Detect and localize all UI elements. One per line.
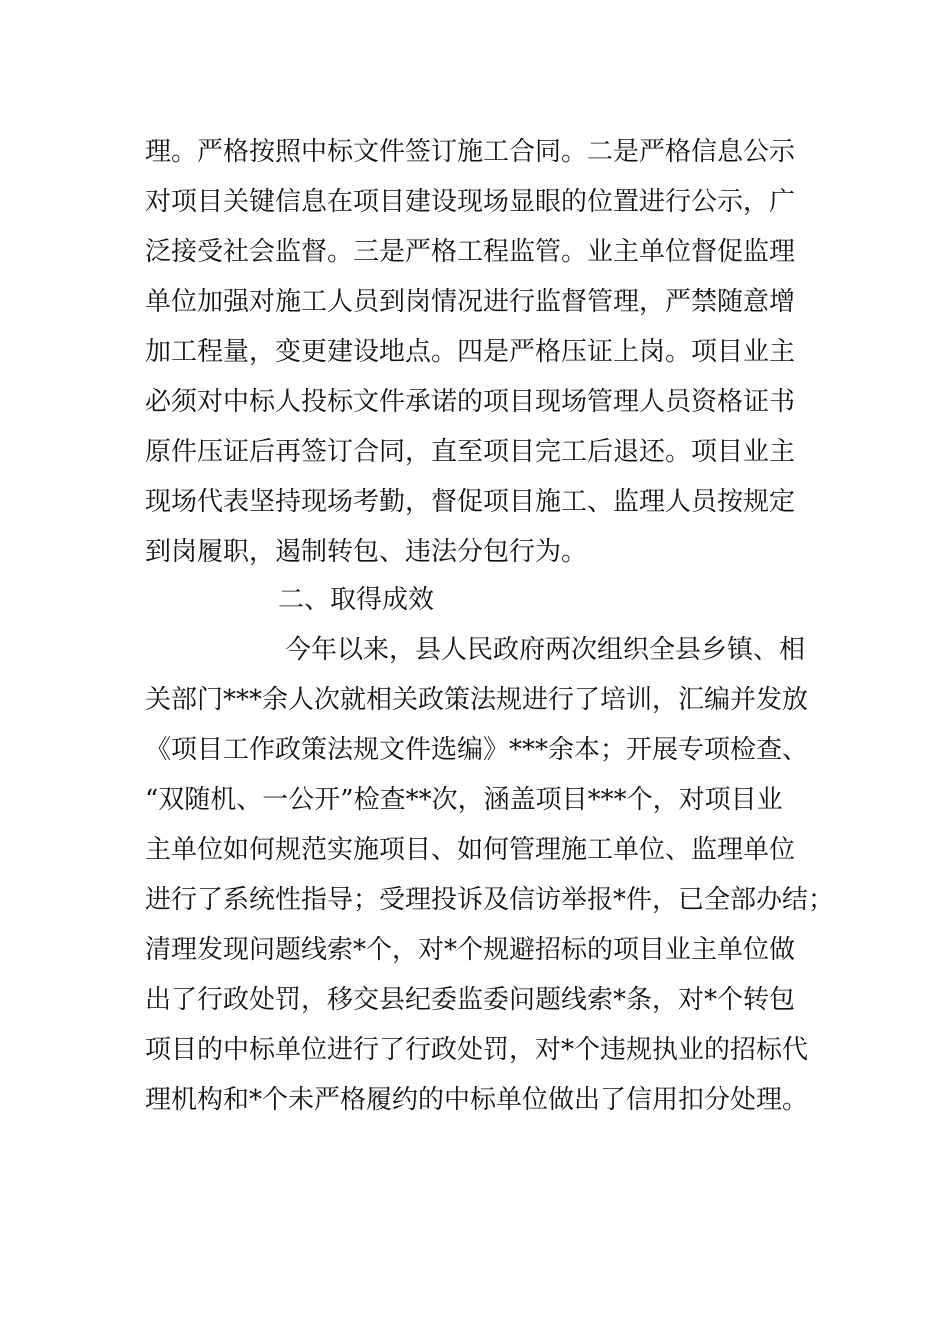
text-line: 泛接受社会监督。三是严格工程监管。业主单位督促监理 bbox=[145, 237, 796, 267]
text-line: 现场代表坚持现场考勤，督促项目施工、监理人员按规定 bbox=[145, 487, 796, 517]
text-line: 进行了系统性指导；受理投诉及信访举报*件，已全部办结； bbox=[145, 885, 835, 915]
text-line: 理。严格按照中标文件签订施工合同。二是严格信息公示 bbox=[145, 137, 796, 167]
text-line: 加工程量，变更建设地点。四是严格压证上岗。项目业主 bbox=[145, 337, 796, 367]
text-line: 必须对中标人投标文件承诺的项目现场管理人员资格证书 bbox=[145, 387, 796, 417]
text-line: 理机构和*个未严格履约的中标单位做出了信用扣分处理。 bbox=[145, 1085, 809, 1115]
text-line: 清理发现问题线索*个，对*个规避招标的项目业主单位做 bbox=[145, 935, 796, 965]
text-line: 到岗履职，遏制转包、违法分包行为。 bbox=[145, 537, 588, 567]
text-line: 原件压证后再签订合同，直至项目完工后退还。项目业主 bbox=[145, 437, 796, 467]
text-line: 今年以来，县人民政府两次组织全县乡镇、相 bbox=[285, 635, 806, 665]
section-heading: 二、取得成效 bbox=[278, 585, 435, 615]
text-line: 项目的中标单位进行了行政处罚，对*个违规执业的招标代 bbox=[145, 1035, 809, 1065]
text-line: 《项目工作政策法规文件选编》***余本；开展专项检查、 bbox=[145, 735, 809, 765]
text-line: 单位加强对施工人员到岗情况进行监督管理，严禁随意增 bbox=[145, 287, 796, 317]
text-line: “双随机、一公开”检查**次，涵盖项目***个，对项目业 bbox=[145, 785, 783, 815]
text-line: 主单位如何规范实施项目、如何管理施工单位、监理单位 bbox=[145, 835, 796, 865]
text-line: 关部门***余人次就相关政策法规进行了培训，汇编并发放 bbox=[145, 685, 809, 715]
text-line: 出了行政处罚，移交县纪委监委问题线索*条，对*个转包 bbox=[145, 985, 796, 1015]
text-line: 对项目关键信息在项目建设现场显眼的位置进行公示，广 bbox=[145, 187, 796, 217]
